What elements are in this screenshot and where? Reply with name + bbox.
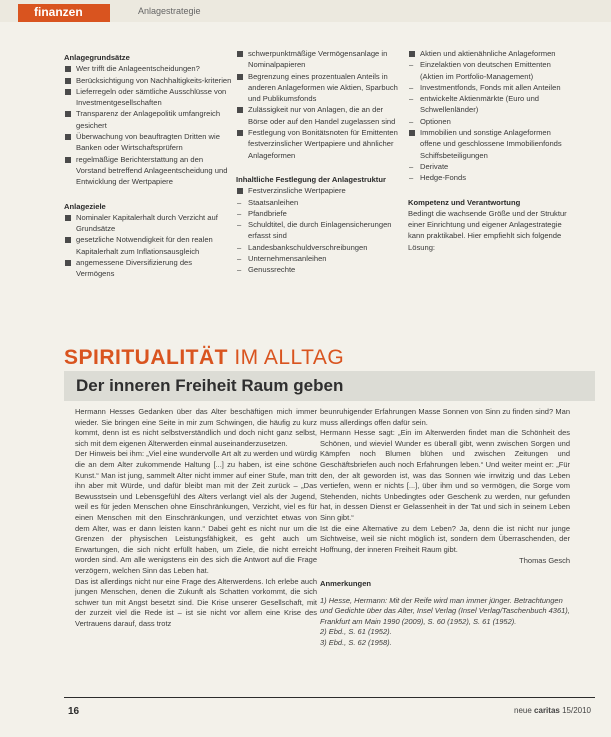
list-item: gesetzliche Notwendigkeit für den realen Kapitalerhalt zum Inflationsausgleich: [64, 234, 232, 257]
list-item: – Unternehmensanleihen: [236, 253, 404, 264]
headline-light: IM ALLTAG: [234, 346, 345, 369]
notes-list: [320, 596, 570, 649]
list-item: – Hedge-Fonds: [408, 172, 576, 183]
article-paragraph: Hermann Hesses Gedanken über das Alter beschäftigen mich immer wieder. Sie bringen eine Seite in mir zum Schwingen, die häufig zu kurz kommt, denn ist es nicht selbstverständlich und doch nicht ganz selbst, sich mit dem eigenen Älterwerden einmal auseinanderzusetzen.: [75, 407, 317, 448]
article-paragraph: beunruhigender Erfahrungen Masse Sonnen von Sinn zu finden sind? Man muss allerdings offen dafür sein.: [320, 407, 570, 427]
list-item: – Staatsanleihen: [236, 197, 404, 208]
list-item: – Investmentfonds, Fonds mit allen Anteilen: [408, 82, 576, 93]
paragraph-kompetenz: Bedingt die wachsende Größe und der Struktur einer Einrichtung und eigener Anlagestrategie kann praktikabel. Hier empfiehlt sich folgende Lösung:: [408, 208, 567, 252]
list-anlageformen: [408, 48, 576, 184]
headline-strong: SPIRITUALITÄT: [64, 346, 228, 369]
list-vermoegensanlage: [236, 48, 404, 161]
note-item: 1) Hesse, Hermann: Mit der Reife wird man immer jünger. Betrachtungen und Gedichte über das Alter, Insel Verlag (Insel Verlag/Taschenbuch 4361), Frankfurt am Main 1990 (2009), S. 60 (1952), S. 61 (1952).: [320, 595, 570, 626]
list-anlagestruktur: [236, 185, 404, 275]
list-item: schwerpunktmäßige Vermögensanlage in Nominalpapieren: [236, 48, 404, 71]
section-label: finanzen: [18, 4, 110, 22]
list-item: Begrenzung eines prozentualen Anteils in anderen Anlageformen wie Aktien, Sparbuch und Publikumsfonds: [236, 71, 404, 105]
article-column-left: [75, 407, 317, 629]
list-item: – Landesbankschuldverschreibungen: [236, 242, 404, 253]
section-headline: [64, 346, 344, 370]
list-item: – entwickelte Aktienmärkte (Euro und Schwellenländer): [408, 93, 576, 116]
list-item: Zulässigkeit nur von Anlagen, die an der Börse oder auf den Handel zugelassen sind: [236, 104, 404, 127]
heading-anlagestruktur: Inhaltliche Festlegung der Anlagestruktur: [236, 174, 386, 184]
list-item: angemessene Diversifizierung des Vermögens: [64, 257, 232, 280]
list-item: Nominaler Kapitalerhalt durch Verzicht auf Grundsätze: [64, 212, 232, 235]
magazine-issue: [514, 706, 591, 715]
list-item: Lieferregeln oder sämtliche Ausschlüsse von Investmentgesellschaften: [64, 86, 232, 109]
article-column-right: [320, 407, 570, 648]
article-paragraph: Ist die eine Alternative zu dem Leben? Ja, denn die ist nicht nur junge Sichtweise, weil sie nicht möglich ist, sondern dem Überraschenden, der Hoffnung, der inneren Freiheit Raum gibt.: [320, 523, 570, 554]
list-item: – Pfandbriefe: [236, 208, 404, 219]
list-item: Festverzinsliche Wertpapiere: [236, 185, 404, 196]
columns: [64, 48, 592, 338]
article-title: Der inneren Freiheit Raum geben: [64, 371, 595, 401]
page-number: 16: [68, 706, 80, 717]
article-paragraph: Hermann Hesse sagt: „Ein im Alterwerden findet man die Schönheit des Schönen, und wieviel Wunder es überall gibt, wenn zwischen Sorgen und Kämpfen noch Blumen blühen und zwischen Zeitungen und Geschäftsbriefen auch noch Erfahrungen leben.“ Und weiter meint er: „Für den, der alt geworden ist, was das Sonnen wie irrwitzig und das Leben vertiefen, wenn er nichts [...], über ihm und so vermögen, die Sorge vom Stehenden, nichts Unbedingtes oder Geschenk zu werden, nur gefunden hat, in dessen Dienst er Gelassenheit in der Tat und sich in seinem Leben Sinn gibt.“: [320, 428, 570, 522]
list-grundsaetze: [64, 63, 232, 187]
magazine-name: caritas: [534, 706, 560, 715]
list-item: Transparenz der Anlagepolitik umfangreich gesichert: [64, 108, 232, 131]
list-item: Festlegung von Bonitätsnoten für Emittenten festverzinslicher Wertpapiere und ähnlicher Anlageformen: [236, 127, 404, 161]
column-3: [408, 48, 576, 253]
author-signature: Thomas Gesch: [519, 556, 570, 566]
magazine-name-pre: neue: [514, 706, 532, 715]
list-item: Schiffsbeteiligungen: [420, 150, 488, 160]
note-item: 2) Ebd., S. 61 (1952).: [320, 627, 392, 637]
list-item: offene und geschlossene Immobilienfonds: [420, 139, 562, 149]
column-1: [64, 48, 232, 280]
list-item: Wer trifft die Anlageentscheidungen?: [64, 63, 232, 74]
list-item: – Schuldtitel, die durch Einlagensicherungen erfasst sind: [236, 219, 404, 242]
list-item: – Derivate: [408, 161, 576, 172]
list-item: – Optionen: [408, 116, 576, 127]
list-item: regelmäßige Berichterstattung an den Vorstand betreffend Anlageentscheidung und Entwicklung der Wertpapiere: [64, 154, 232, 188]
list-item: Aktien und aktienähnliche Anlageformen: [408, 48, 576, 59]
list-item: – Einzelaktien von deutschen Emittenten (Aktien im Portfolio-Management): [408, 59, 576, 82]
heading-grundsaetze: Anlagegrundsätze: [64, 53, 130, 62]
article-paragraph: Das ist allerdings nicht nur eine Frage des Alterwerdens. Ich erlebe auch jungen Menschen, denen die Zukunft als Schatten vorkommt, die sich schwer tun mit Angst besetzt sind. Die Krise unserer Gesellschaft, mit der zurzeit viel die Rede ist – ist sie nicht vor allem eine Krise des Vertrauens darauf, dass trotz: [75, 576, 317, 628]
article-paragraph: Der Hinweis bei ihm: „Viel eine wundervolle Art alt zu werden und würdig die an dem Alter zukommende Haltung [...] zu haben, ist eine schöne Kunst.“ Man ist jung, sammelt Alter nicht immer auf einer Stufe, man tritt ihn aber mit Würde, und dafür bleibt man mit der Zeit zurück – „Das Bewusstsein und Lebensgefühl des Alters verlangt viel als der Jugend, weil es für jeden Menschen ohne Einschränkungen, Verzicht, viel es für einen Menschen mit den Einschränkungen, und verzichtet etwas von dem Alter, was er dann leisten kann.“ Dabei geht es nicht nur um die Grenzen der physischen Leistungsfähigkeit, es geht auch um Erwartungen, die sich nicht erfüllt haben, um Ziele, die nicht erreicht worden sind. Am alle wenigstens ein des sich die Antwort auf die Frage verzögern, welchen Sinn das Leben hat.: [75, 449, 317, 575]
note-item: 3) Ebd., S. 62 (1958).: [320, 637, 392, 647]
column-2: [236, 48, 404, 276]
issue-number: 15/2010: [562, 706, 591, 715]
list-item: Überwachung von beauftragten Dritten wie Banken oder Wirtschaftsprüfern: [64, 131, 232, 154]
page-footer: [64, 697, 595, 723]
notes-heading: Anmerkungen: [320, 578, 372, 588]
top-bar: [0, 0, 611, 22]
breadcrumb: Anlagestrategie: [138, 6, 201, 16]
heading-kompetenz: Kompetenz und Verantwortung: [408, 197, 521, 207]
list-item: Immobilien und sonstige Anlageformen: [408, 127, 576, 138]
list-item: – Genussrechte: [236, 264, 404, 275]
list-item: Berücksichtigung von Nachhaltigkeits-kriterien: [64, 75, 232, 86]
heading-anlageziele: Anlageziele: [64, 201, 106, 211]
list-anlageziele: [64, 212, 232, 280]
